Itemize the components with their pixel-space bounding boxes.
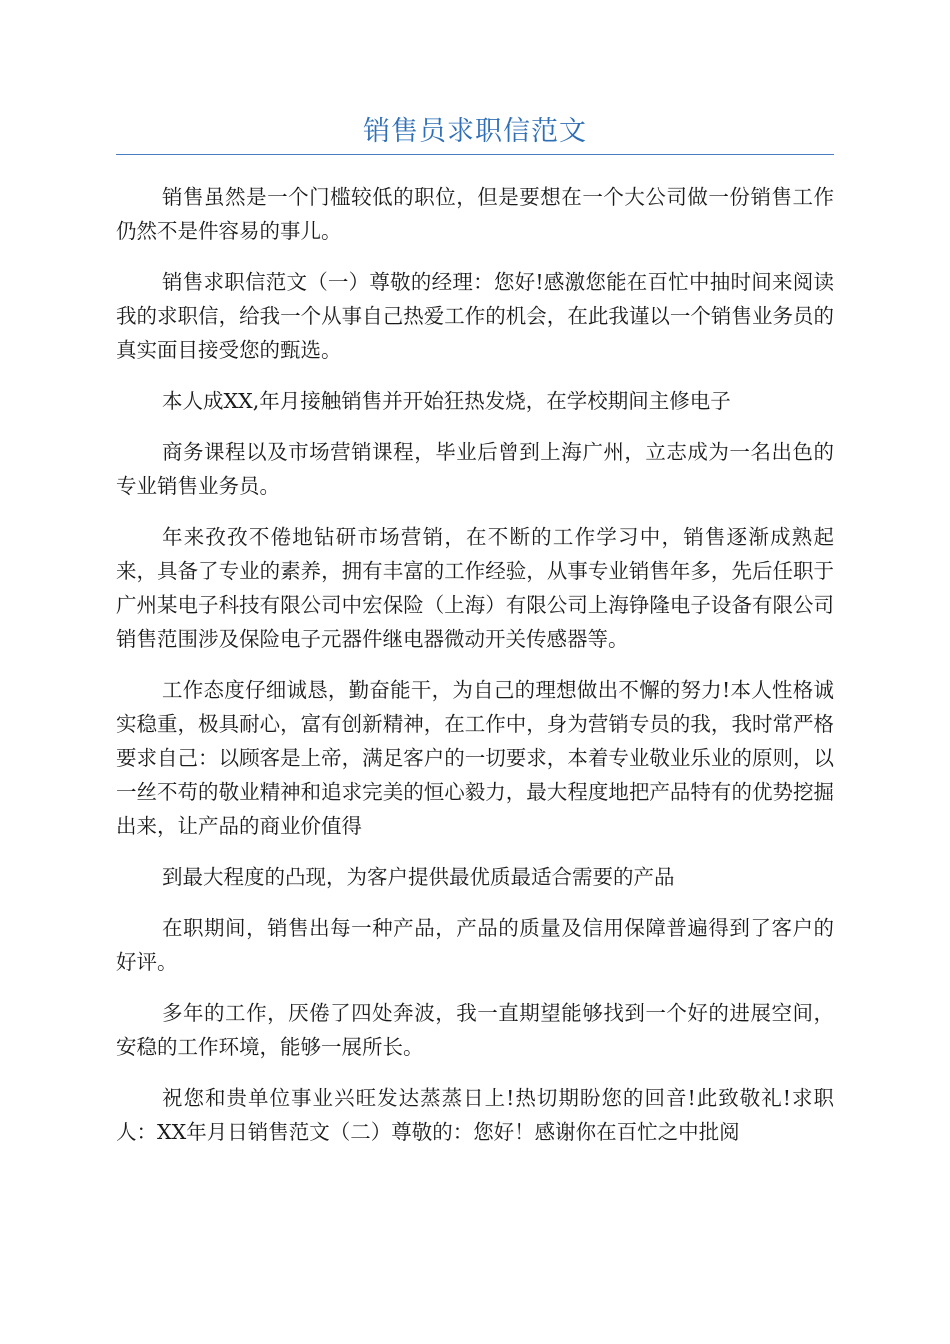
paragraph-product-value: 到最大程度的凸现，为客户提供最优质最适合需要的产品: [162, 865, 675, 889]
paragraph-background: 本人成XX,年月接触销售并开始狂热发烧，在学校期间主修电子: [162, 389, 731, 413]
title-underline: [116, 154, 834, 155]
paragraph-experience: 年来孜孜不倦地钻研市场营销，在不断的工作学习中，销售逐渐成熟起来，具备了专业的素养，拥有丰富的工作经验，从事专业销售年多，先后任职于广州某电子科技有限公司中宏保险（上海）有限公司上海铮隆电子设备有限公司销售范围涉及保险电子元器件继电器微动开关传感器等。: [116, 525, 834, 651]
paragraph-intro: 销售虽然是一个门槛较低的职位，但是要想在一个大公司做一份销售工作仍然不是件容易的事儿。: [116, 185, 834, 243]
paragraph-reviews: 在职期间，销售出每一种产品，产品的质量及信用保障普遍得到了客户的好评。: [116, 916, 834, 974]
paragraph-attitude: 工作态度仔细诚恳，勤奋能干，为自己的理想做出不懈的努力!本人性格诚实稳重，极具耐心，富有创新精神，在工作中，身为营销专员的我，我时常严格要求自己：以顾客是上帝，满足客户的一切要求，本着专业敬业乐业的原则，以一丝不苟的敬业精神和追求完美的恒心毅力，最大程度地把产品特有的优势挖掘出来，让产品的商业价值得: [116, 678, 834, 838]
document-title: 销售员求职信范文: [363, 116, 587, 147]
paragraph-greeting: 销售求职信范文（一）尊敬的经理：您好!感激您能在百忙中抽时间来阅读我的求职信，给我一个从事自己热爱工作的机会，在此我谨以一个销售业务员的真实面目接受您的甄选。: [116, 270, 834, 362]
paragraph-education: 商务课程以及市场营销课程，毕业后曾到上海广州，立志成为一名出色的专业销售业务员。: [116, 440, 834, 498]
paragraph-closing: 祝您和贵单位事业兴旺发达蒸蒸日上!热切期盼您的回音!此致敬礼!求职人：XX年月日销售范文（二）尊敬的：您好！感谢你在百忙之中批阅: [116, 1086, 834, 1144]
paragraph-aspiration: 多年的工作，厌倦了四处奔波，我一直期望能够找到一个好的进展空间，安稳的工作环境，能够一展所长。: [116, 1001, 834, 1059]
document-body: [116, 180, 834, 1166]
